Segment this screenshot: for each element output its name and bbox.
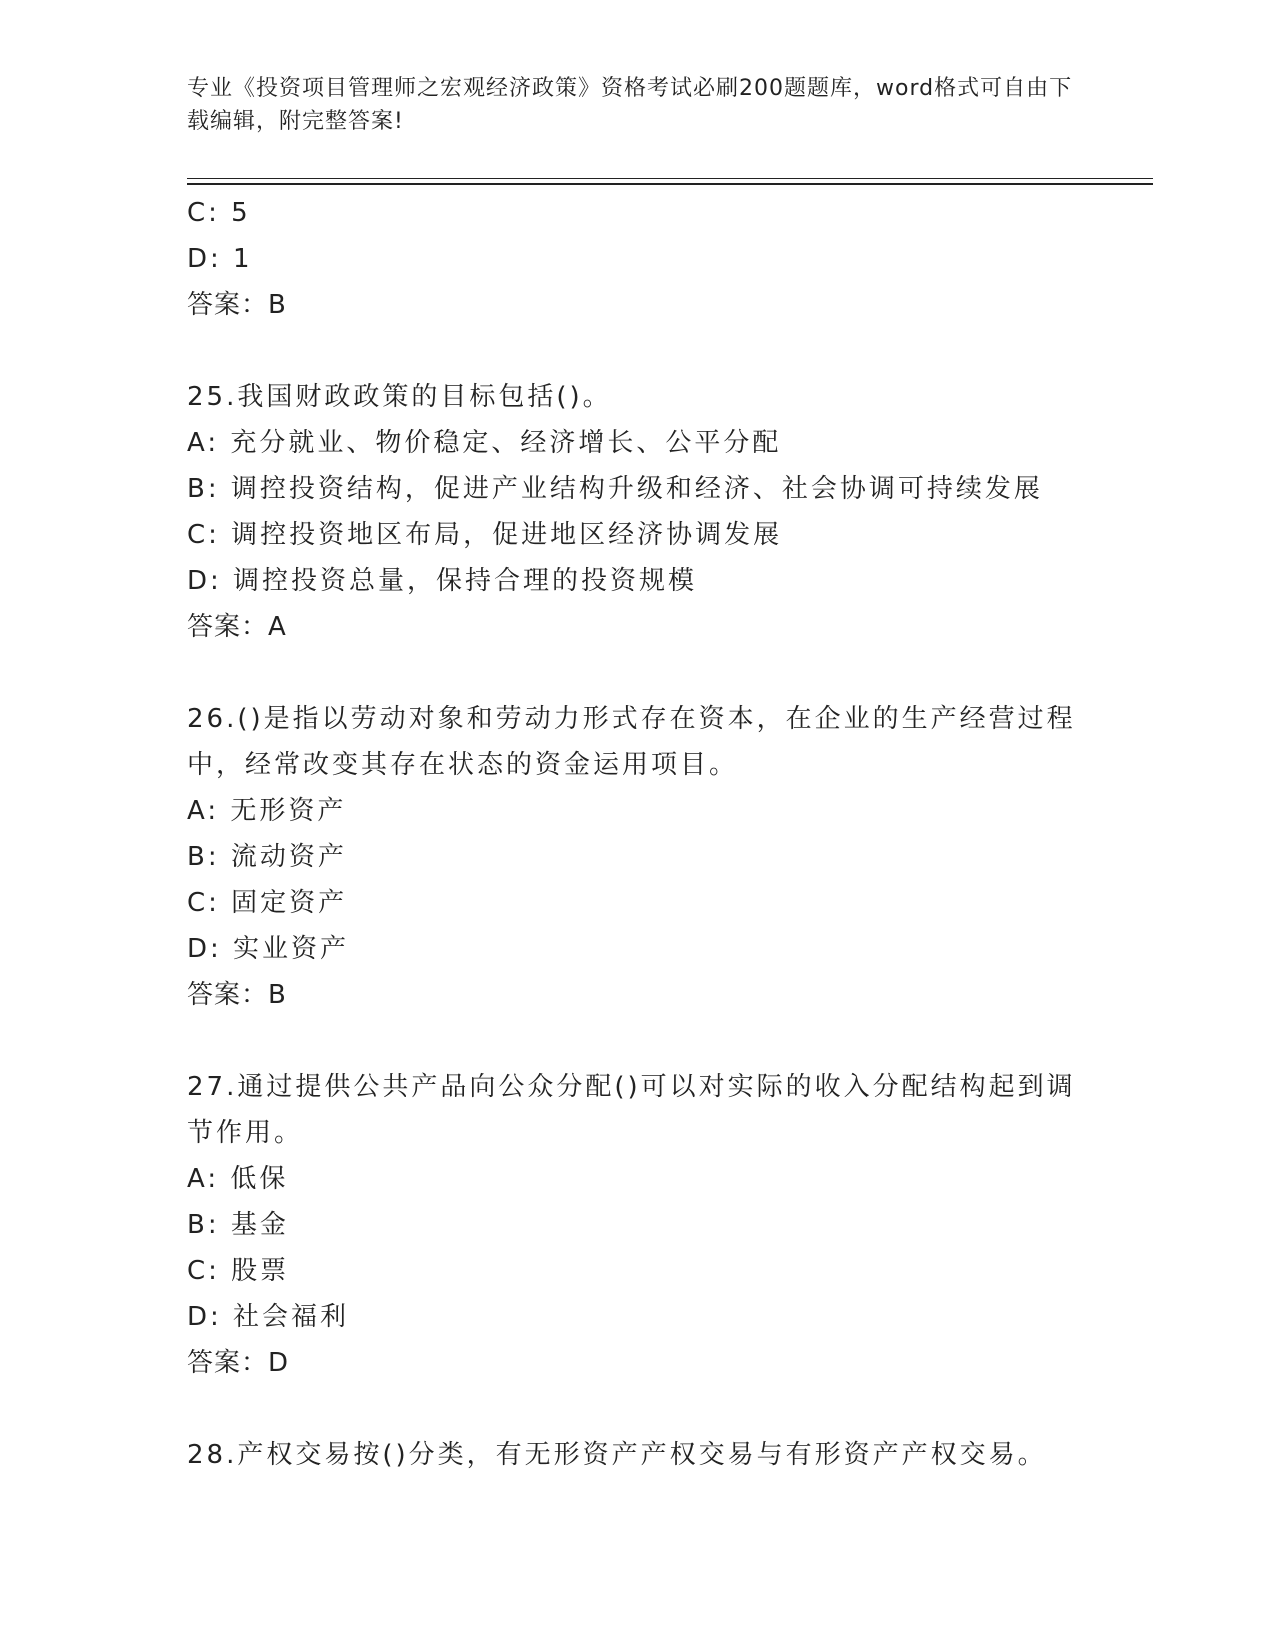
option-b: B: 基金 — [187, 1210, 289, 1240]
option-a: A: 充分就业、物价稳定、经济增长、公平分配 — [187, 428, 782, 458]
answer: 答案：B — [187, 290, 287, 320]
document-header: 专业《投资项目管理师之宏观经济政策》资格考试必刷200题题库，word格式可自由下载编辑，附完整答案! — [187, 76, 1073, 134]
continuation-block — [187, 190, 1087, 328]
answer: 答案：D — [187, 1348, 290, 1378]
answer: 答案：B — [187, 980, 287, 1010]
option-d: D: 社会福利 — [187, 1302, 350, 1332]
option-d: D: 调控投资总量，保持合理的投资规模 — [187, 566, 698, 596]
option-c: C: 调控投资地区布局，促进地区经济协调发展 — [187, 520, 783, 550]
question-text: 28.产权交易按()分类，有无形资产产权交易与有形资产产权交易。 — [187, 1440, 1047, 1470]
question-content — [187, 190, 1087, 1478]
option-c: C: 固定资产 — [187, 888, 348, 918]
question-28 — [187, 1432, 1087, 1478]
option-b: B: 流动资产 — [187, 842, 347, 872]
option-a: A: 低保 — [187, 1164, 289, 1194]
option-a: A: 无形资产 — [187, 796, 347, 826]
option-c: C: 股票 — [187, 1256, 290, 1286]
option-d: D: 实业资产 — [187, 934, 350, 964]
option-b: B: 调控投资结构，促进产业结构升级和经济、社会协调可持续发展 — [187, 474, 1043, 504]
question-text: 26.()是指以劳动对象和劳动力形式存在资本，在企业的生产经营过程中，经常改变其存在状态的资金运用项目。 — [187, 704, 1076, 780]
question-27 — [187, 1064, 1087, 1386]
question-text: 25.我国财政政策的目标包括()。 — [187, 382, 612, 412]
option-c: C: 5 — [187, 198, 251, 228]
question-25 — [187, 374, 1087, 650]
answer: 答案：A — [187, 612, 287, 642]
header-rule-thin — [187, 178, 1153, 179]
option-d: D: 1 — [187, 244, 253, 274]
question-26 — [187, 696, 1087, 1018]
question-text: 27.通过提供公共产品向公众分配()可以对实际的收入分配结构起到调节作用。 — [187, 1072, 1076, 1148]
header-rule-thick — [187, 183, 1153, 185]
